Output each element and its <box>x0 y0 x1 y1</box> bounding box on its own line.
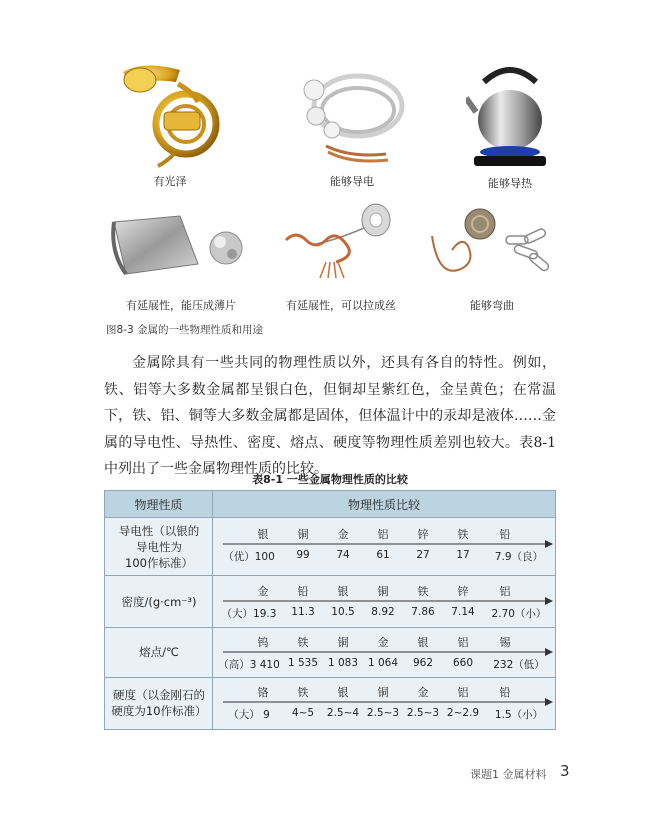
row-label-melting-point <box>109 644 209 660</box>
metal-label: 银 <box>417 636 429 649</box>
french-horn-photo <box>118 62 223 172</box>
metal-value: 7.9（良） <box>494 551 544 563</box>
metal-label: 铁 <box>417 585 429 598</box>
scale-density <box>215 578 555 630</box>
metal-value: （优）100 <box>223 551 275 563</box>
metal-label: 铝 <box>377 528 389 541</box>
row-label-hardness <box>109 687 209 719</box>
metal-value: 61 <box>376 549 390 561</box>
row-label-density <box>109 594 209 610</box>
metal-label: 铁 <box>297 636 309 649</box>
metal-label: 铅 <box>499 528 511 541</box>
row-label-line: 导电性（以银的 <box>118 524 200 538</box>
metal-label: 铝 <box>457 686 469 699</box>
metal-value: 232（低） <box>493 659 545 671</box>
metal-value: 74 <box>336 549 350 561</box>
caption-ductile: 有延展性，可以拉成丝 <box>286 299 396 312</box>
metal-value: 2.5~4 <box>326 707 360 719</box>
metal-value: 4~5 <box>291 707 315 719</box>
metal-value: 1 535 <box>287 657 319 669</box>
metal-label: 银 <box>337 585 349 598</box>
metal-label: 金 <box>377 636 389 649</box>
row-label-line: 硬度为10作标准） <box>111 704 207 718</box>
metal-value: 17 <box>456 549 470 561</box>
scale-melting-point <box>215 629 555 681</box>
metal-label: 银 <box>257 528 269 541</box>
table-caption: 表8-1 一些金属物理性质的比较 <box>252 473 408 486</box>
arrowhead <box>545 540 553 548</box>
metal-label: 铜 <box>337 636 349 649</box>
metal-value: 2.5~3 <box>366 707 400 719</box>
bent-wire-paperclips-photo <box>428 206 556 286</box>
metal-label: 铜 <box>297 528 309 541</box>
metal-label: 铅 <box>499 686 511 699</box>
copper-wire-photo <box>276 200 401 280</box>
row-label-line: 密度/(g·cm⁻³) <box>121 595 197 609</box>
metal-value: 99 <box>296 549 310 561</box>
metal-value: 2.5~3 <box>406 707 440 719</box>
metal-value: 11.3 <box>291 606 315 618</box>
scale-hardness <box>215 679 555 731</box>
metal-label: 铝 <box>499 585 511 598</box>
metal-value: 7.86 <box>411 606 435 618</box>
figure-caption: 图8-3 金属的一些物理性质和用途 <box>106 324 263 336</box>
metal-label: 锌 <box>457 585 469 598</box>
metal-label: 金 <box>337 528 349 541</box>
metal-value: （大） 9 <box>228 709 270 721</box>
metal-foil-photo <box>110 212 245 280</box>
arrowhead <box>545 698 553 706</box>
row-label-line: 熔点/℃ <box>139 645 179 659</box>
metal-label: 铬 <box>257 686 269 699</box>
header-comparison: 物理性质比较 <box>347 498 420 512</box>
metal-label: 钨 <box>257 636 269 649</box>
caption-luster: 有光泽 <box>153 175 187 188</box>
metal-value: 1 064 <box>367 657 399 669</box>
caption-thermal: 能够导热 <box>488 177 532 190</box>
row-label-line: 硬度（以金刚石的 <box>113 688 205 702</box>
metal-label: 铁 <box>457 528 469 541</box>
metal-value: 660 <box>452 657 474 669</box>
row-label-line: 导电性为 <box>136 540 182 554</box>
metal-label: 铝 <box>457 636 469 649</box>
metal-value: 962 <box>412 657 434 669</box>
metal-label: 锌 <box>417 528 429 541</box>
arrowhead <box>545 648 553 656</box>
metal-label: 铜 <box>377 585 389 598</box>
body-paragraph: 金属除具有一些共同的物理性质以外，还具有各自的特性。例如，铁、铝等大多数金属都呈银白色，但铜却呈紫红色，金呈黄色；在常温下，铁、铝、铜等大多数金属都是固体，但体温计中的汞却是液体……金属的导电性、导热性、密度、熔点、硬度等物理性质差别也较大。表8-1中列出了一些金属物理性质的比较。 <box>104 355 556 477</box>
row-label-line: 100作标准） <box>125 556 193 570</box>
metal-label: 银 <box>337 686 349 699</box>
comparison-table <box>104 490 556 730</box>
arrowhead <box>545 597 553 605</box>
metal-value: （高）3 410 <box>218 659 280 671</box>
caption-bendable: 能够弯曲 <box>470 299 514 312</box>
metal-value: 2.70（小） <box>491 608 547 620</box>
caption-malleable: 有延展性，能压成薄片 <box>126 299 236 312</box>
header-property: 物理性质 <box>134 498 183 512</box>
table-header-row <box>105 491 555 518</box>
metal-label: 金 <box>257 585 269 598</box>
metal-value: 10.5 <box>331 606 355 618</box>
row-label-conductivity <box>109 523 209 571</box>
metal-label: 铁 <box>297 686 309 699</box>
metal-label: 铜 <box>377 686 389 699</box>
metal-label: 锡 <box>499 636 511 649</box>
footer-section-title: 课题1 金属材料 <box>470 768 547 781</box>
kettle-on-stove-photo <box>466 62 554 170</box>
metal-value: 8.92 <box>371 606 395 618</box>
metal-value: 27 <box>416 549 430 561</box>
metal-value: 7.14 <box>451 606 475 618</box>
caption-conductive: 能够导电 <box>330 175 374 188</box>
scale-conductivity <box>215 521 555 573</box>
metal-value: 2~2.9 <box>446 707 480 719</box>
metal-value: （大）19.3 <box>221 608 277 620</box>
metal-value: 1 083 <box>327 657 359 669</box>
row-divider <box>105 575 555 576</box>
metal-label: 铅 <box>297 585 309 598</box>
metal-label: 金 <box>417 686 429 699</box>
metal-value: 1.5（小） <box>494 709 544 721</box>
column-divider <box>212 491 213 729</box>
electric-wire-bulbs-photo <box>296 66 408 168</box>
page-number: 3 <box>560 762 570 780</box>
